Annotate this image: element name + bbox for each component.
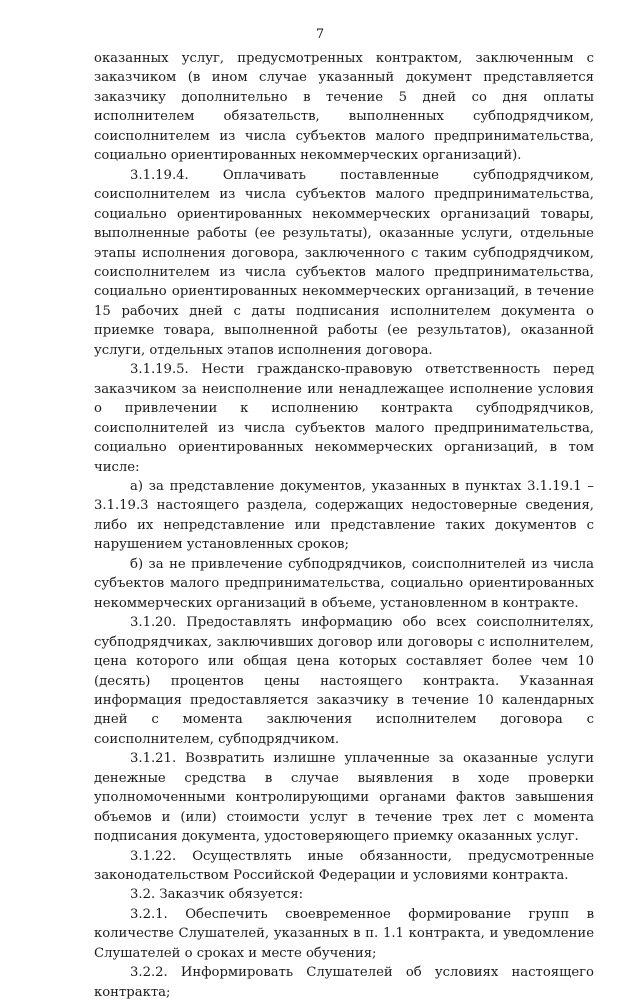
paragraph-3-1-19-4: 3.1.19.4. Оплачивать поставленные субподрядчиком, соисполнителем из числа субъектов малого предпринимательства, социально ориентированных некоммерческих организаций товары, выполненные работы (ее результаты), оказанные услуги, отдельные этапы исполнения договора, заключенного с таким субподрядчиком, соисполнителем из числа субъектов малого предпринимательства, социально ориентированных некоммерческих организаций, в течение 15 рабочих дней с даты подписания исполнителем документа о приемке товара, выполненной работы (ее результатов), оказанной услуги, отдельных этапов исполнения договора. — [94, 167, 594, 358]
paragraph-continuation: оказанных услуг, предусмотренных контрактом, заключенным с заказчиком (в ином случае указанный документ представляется заказчику дополнительно в течение 5 дней со дня оплаты исполнителем обязательств, выполненных субподрядчиком, соисполнителем из числа субъектов малого предпринимательства, социально ориентированных некоммерческих организаций). — [94, 51, 594, 164]
document-body — [94, 49, 594, 1002]
paragraph-3-1-19-5: 3.1.19.5. Нести гражданско-правовую ответственность перед заказчиком за неисполнение или ненадлежащее исполнение условия о привлечении к исполнению контракта субподрядчиков, соисполнителей из числа субъектов малого предпринимательства, социально ориентированных некоммерческих организаций, в том числе: — [94, 362, 594, 475]
paragraph-item-a: а) за представление документов, указанных в пунктах 3.1.19.1 – 3.1.19.3 настоящего раздела, содержащих недостоверные сведения, либо их непредставление или представление таких документов с нарушением установленных сроков; — [94, 478, 594, 553]
paragraph-3-1-20: 3.1.20. Предоставлять информацию обо всех соисполнителях, субподрядчиках, заключивших договор или договоры с исполнителем, цена которого или общая цена которых составляет более чем 10 (десять) процентов цены настоящего контракта. Указанная информация предоставляется заказчику в течение 10 календарных дней с момента заключения исполнителем договора с соисполнителем, субподрядчиком. — [94, 615, 594, 747]
paragraph-3-2-1: 3.2.1. Обеспечить своевременное формирование групп в количестве Слушателей, указанных в п. 1.1 контракта, и уведомление Слушателей о сроках и месте обучения; — [94, 906, 594, 961]
paragraph-3-2-2: 3.2.2. Информировать Слушателей об условиях настоящего контракта; — [94, 965, 594, 1000]
paragraph-3-1-21: 3.1.21. Возвратить излишне уплаченные за оказанные услуги денежные средства в случае выявления в ходе проверки уполномоченными контролирующими органами фактов завышения объемов и (или) стоимости услуг в течение трех лет с момента подписания документа, удостоверяющего приемку оказанных услуг. — [94, 751, 594, 845]
paragraph-3-2: 3.2. Заказчик обязуется: — [130, 887, 304, 903]
page-number: 7 — [315, 27, 325, 42]
paragraph-item-b: б) за не привлечение субподрядчиков, соисполнителей из числа субъектов малого предпринимательства, социально ориентированных некоммерческих организаций в объеме, установленном в контракте. — [94, 556, 594, 611]
paragraph-3-1-22: 3.1.22. Осуществлять иные обязанности, предусмотренные законодательством Российской Федерации и условиями контракта. — [94, 848, 594, 884]
